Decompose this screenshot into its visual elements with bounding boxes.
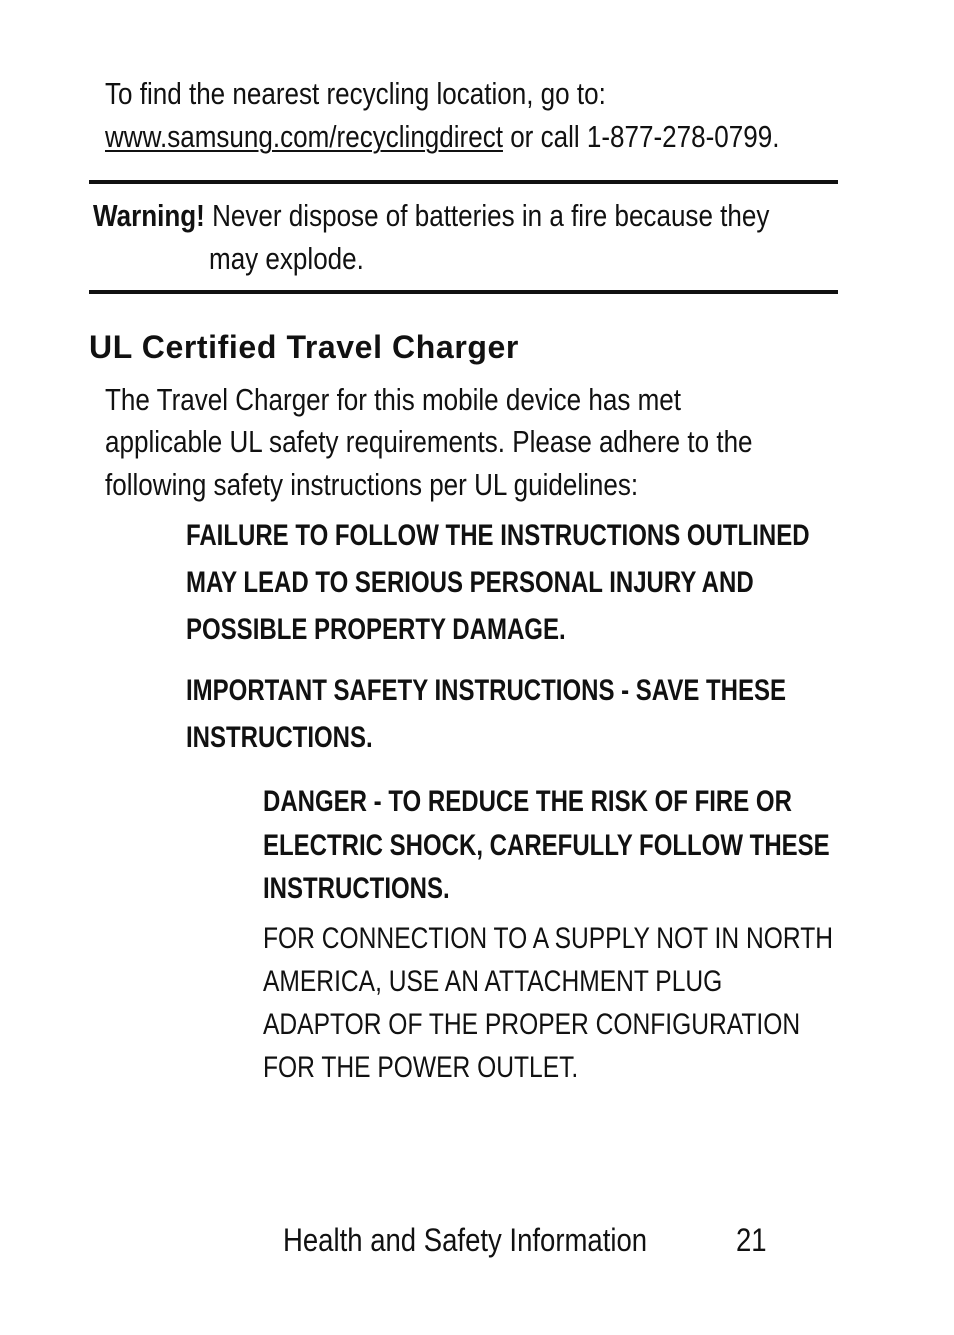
warning-bottom-rule: [89, 290, 838, 294]
intro-line: applicable UL safety requirements. Please adhere to the: [105, 424, 753, 459]
warning-label: Warning!: [93, 198, 205, 233]
warning-continuation: [209, 237, 393, 280]
warning-line-2: may explode.: [209, 241, 364, 276]
recycling-line-1: To find the nearest recycling location, go to:: [105, 76, 606, 111]
intro-line: The Travel Charger for this mobile device has met: [105, 382, 682, 417]
danger-line: ELECTRIC SHOCK, CAREFULLY FOLLOW THESE: [263, 829, 830, 862]
important-line: IMPORTANT SAFETY INSTRUCTIONS - SAVE THESE: [186, 674, 787, 707]
intro-paragraph: [105, 378, 876, 506]
warning-box: [93, 194, 898, 237]
warning-line-1: [93, 194, 769, 237]
connection-line: AMERICA, USE AN ATTACHMENT PLUG: [263, 965, 723, 998]
recycling-phone-text: or call 1-877-278-0799.: [502, 119, 780, 154]
footer-section-title: Health and Safety Information: [283, 1222, 648, 1258]
recycling-link[interactable]: www.samsung.com/recyclingdirect: [105, 119, 503, 154]
danger-line: INSTRUCTIONS.: [263, 872, 450, 905]
connection-notice: [263, 917, 954, 1089]
failure-line: FAILURE TO FOLLOW THE INSTRUCTIONS OUTLINED: [186, 519, 810, 552]
connection-line: FOR CONNECTION TO A SUPPLY NOT IN NORTH: [263, 922, 834, 955]
section-heading: UL Certified Travel Charger: [89, 329, 519, 365]
danger-notice: [263, 779, 954, 910]
connection-line: FOR THE POWER OUTLET.: [263, 1051, 579, 1084]
footer-page-number: 21: [736, 1222, 767, 1258]
recycling-paragraph: [105, 72, 908, 158]
warning-top-rule: [89, 180, 838, 184]
important-line: INSTRUCTIONS.: [186, 721, 373, 754]
warning-text: Never dispose of batteries in a fire because they: [204, 198, 770, 233]
failure-line: MAY LEAD TO SERIOUS PERSONAL INJURY AND: [186, 566, 754, 599]
connection-line: ADAPTOR OF THE PROPER CONFIGURATION: [263, 1008, 801, 1041]
failure-notice: [186, 512, 954, 653]
recycling-line-2: [105, 115, 779, 158]
intro-line: following safety instructions per UL guidelines:: [105, 467, 639, 502]
failure-line: POSSIBLE PROPERTY DAMAGE.: [186, 613, 566, 646]
danger-line: DANGER - TO REDUCE THE RISK OF FIRE OR: [263, 785, 792, 818]
important-notice: [186, 667, 936, 761]
